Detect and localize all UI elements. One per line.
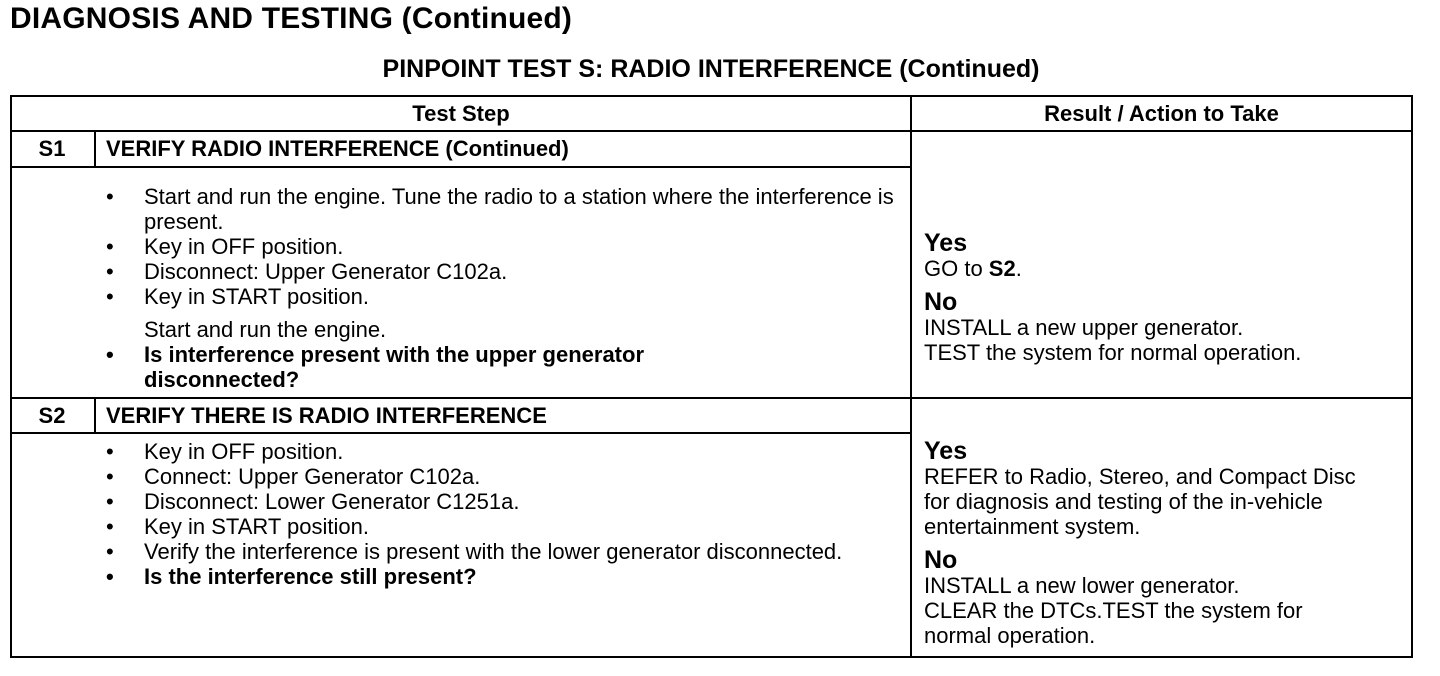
step-divider-s1-title — [10, 166, 912, 168]
no-action-2: TEST the system for normal operation. — [924, 340, 1302, 365]
list-item-question: • Is interference present with the upper generator disconnected? — [106, 342, 645, 392]
list-item: • Key in START position. — [106, 514, 369, 539]
list-item: • Verify the interference is present with the lower generator disconnected. — [106, 539, 843, 564]
yes-action-end: . — [1015, 256, 1022, 281]
yes-action: REFER to Radio, Stereo, and Compact Disc for diagnosis and testing of the in-vehicle entertainment system. — [924, 464, 1356, 539]
yes-label: Yes — [924, 437, 968, 465]
no-label: No — [924, 546, 958, 574]
instruction-note: Start and run the engine. — [144, 317, 387, 342]
instruction-text: Key in OFF position. — [144, 234, 344, 259]
column-header-result: Result / Action to Take — [1044, 101, 1279, 126]
instruction-text: Start and run the engine. Tune the radio to a station where the interference is present. — [144, 184, 894, 234]
row-divider — [10, 397, 1413, 399]
yes-action — [924, 256, 1404, 281]
no-action-2: CLEAR the DTCs.TEST the system for normal operation. — [924, 598, 1303, 648]
result-s1 — [924, 230, 1404, 365]
no-action-1: INSTALL a new upper generator. — [924, 315, 1244, 340]
list-item: • Disconnect: Upper Generator C102a. — [106, 259, 508, 284]
result-s2 — [924, 438, 1374, 648]
instruction-text: Key in START position. — [144, 514, 369, 539]
instruction-text: Key in OFF position. — [144, 439, 344, 464]
yes-action-text: GO to — [924, 256, 989, 281]
instruction-text: Key in START position. — [144, 284, 369, 309]
question-text: Is the interference still present? — [144, 564, 477, 589]
yes-label: Yes — [924, 229, 968, 257]
question-text: Is interference present with the upper generator disconnected? — [144, 342, 645, 392]
column-divider — [910, 95, 912, 658]
list-item: • Start and run the engine. Tune the radio to a station where the interference is present. — [106, 184, 894, 234]
pinpoint-test-title: PINPOINT TEST S: RADIO INTERFERENCE (Continued) — [382, 55, 1040, 83]
instruction-text: Verify the interference is present with the lower generator disconnected. — [144, 539, 843, 564]
step-s1-instructions — [106, 184, 896, 392]
list-item: • Connect: Upper Generator C102a. — [106, 464, 481, 489]
instruction-text: Connect: Upper Generator C102a. — [144, 464, 481, 489]
step-id-divider-s2 — [94, 397, 96, 434]
column-header-test-step: Test Step — [412, 101, 510, 126]
list-item: • Disconnect: Lower Generator C1251a. — [106, 489, 520, 514]
step-id-s1: S1 — [38, 136, 66, 161]
list-item: • Key in START position. — [106, 284, 369, 309]
no-action-1: INSTALL a new lower generator. — [924, 573, 1240, 598]
step-s2-instructions — [106, 439, 896, 589]
step-id-s2: S2 — [38, 403, 66, 428]
page-title: DIAGNOSIS AND TESTING (Continued) — [10, 2, 573, 35]
instruction-text: Disconnect: Upper Generator C102a. — [144, 259, 508, 284]
yes-action-ref: S2 — [988, 256, 1016, 281]
list-item: • Key in OFF position. — [106, 439, 344, 464]
step-divider-s2-title — [10, 432, 912, 434]
no-label: No — [924, 288, 958, 316]
list-item: • Key in OFF position. — [106, 234, 344, 259]
step-title-s1: VERIFY RADIO INTERFERENCE (Continued) — [106, 136, 569, 161]
instruction-text: Disconnect: Lower Generator C1251a. — [144, 489, 520, 514]
list-item-question: • Is the interference still present? — [106, 564, 477, 589]
step-id-divider-s1 — [94, 130, 96, 168]
step-title-s2: VERIFY THERE IS RADIO INTERFERENCE — [106, 403, 547, 428]
